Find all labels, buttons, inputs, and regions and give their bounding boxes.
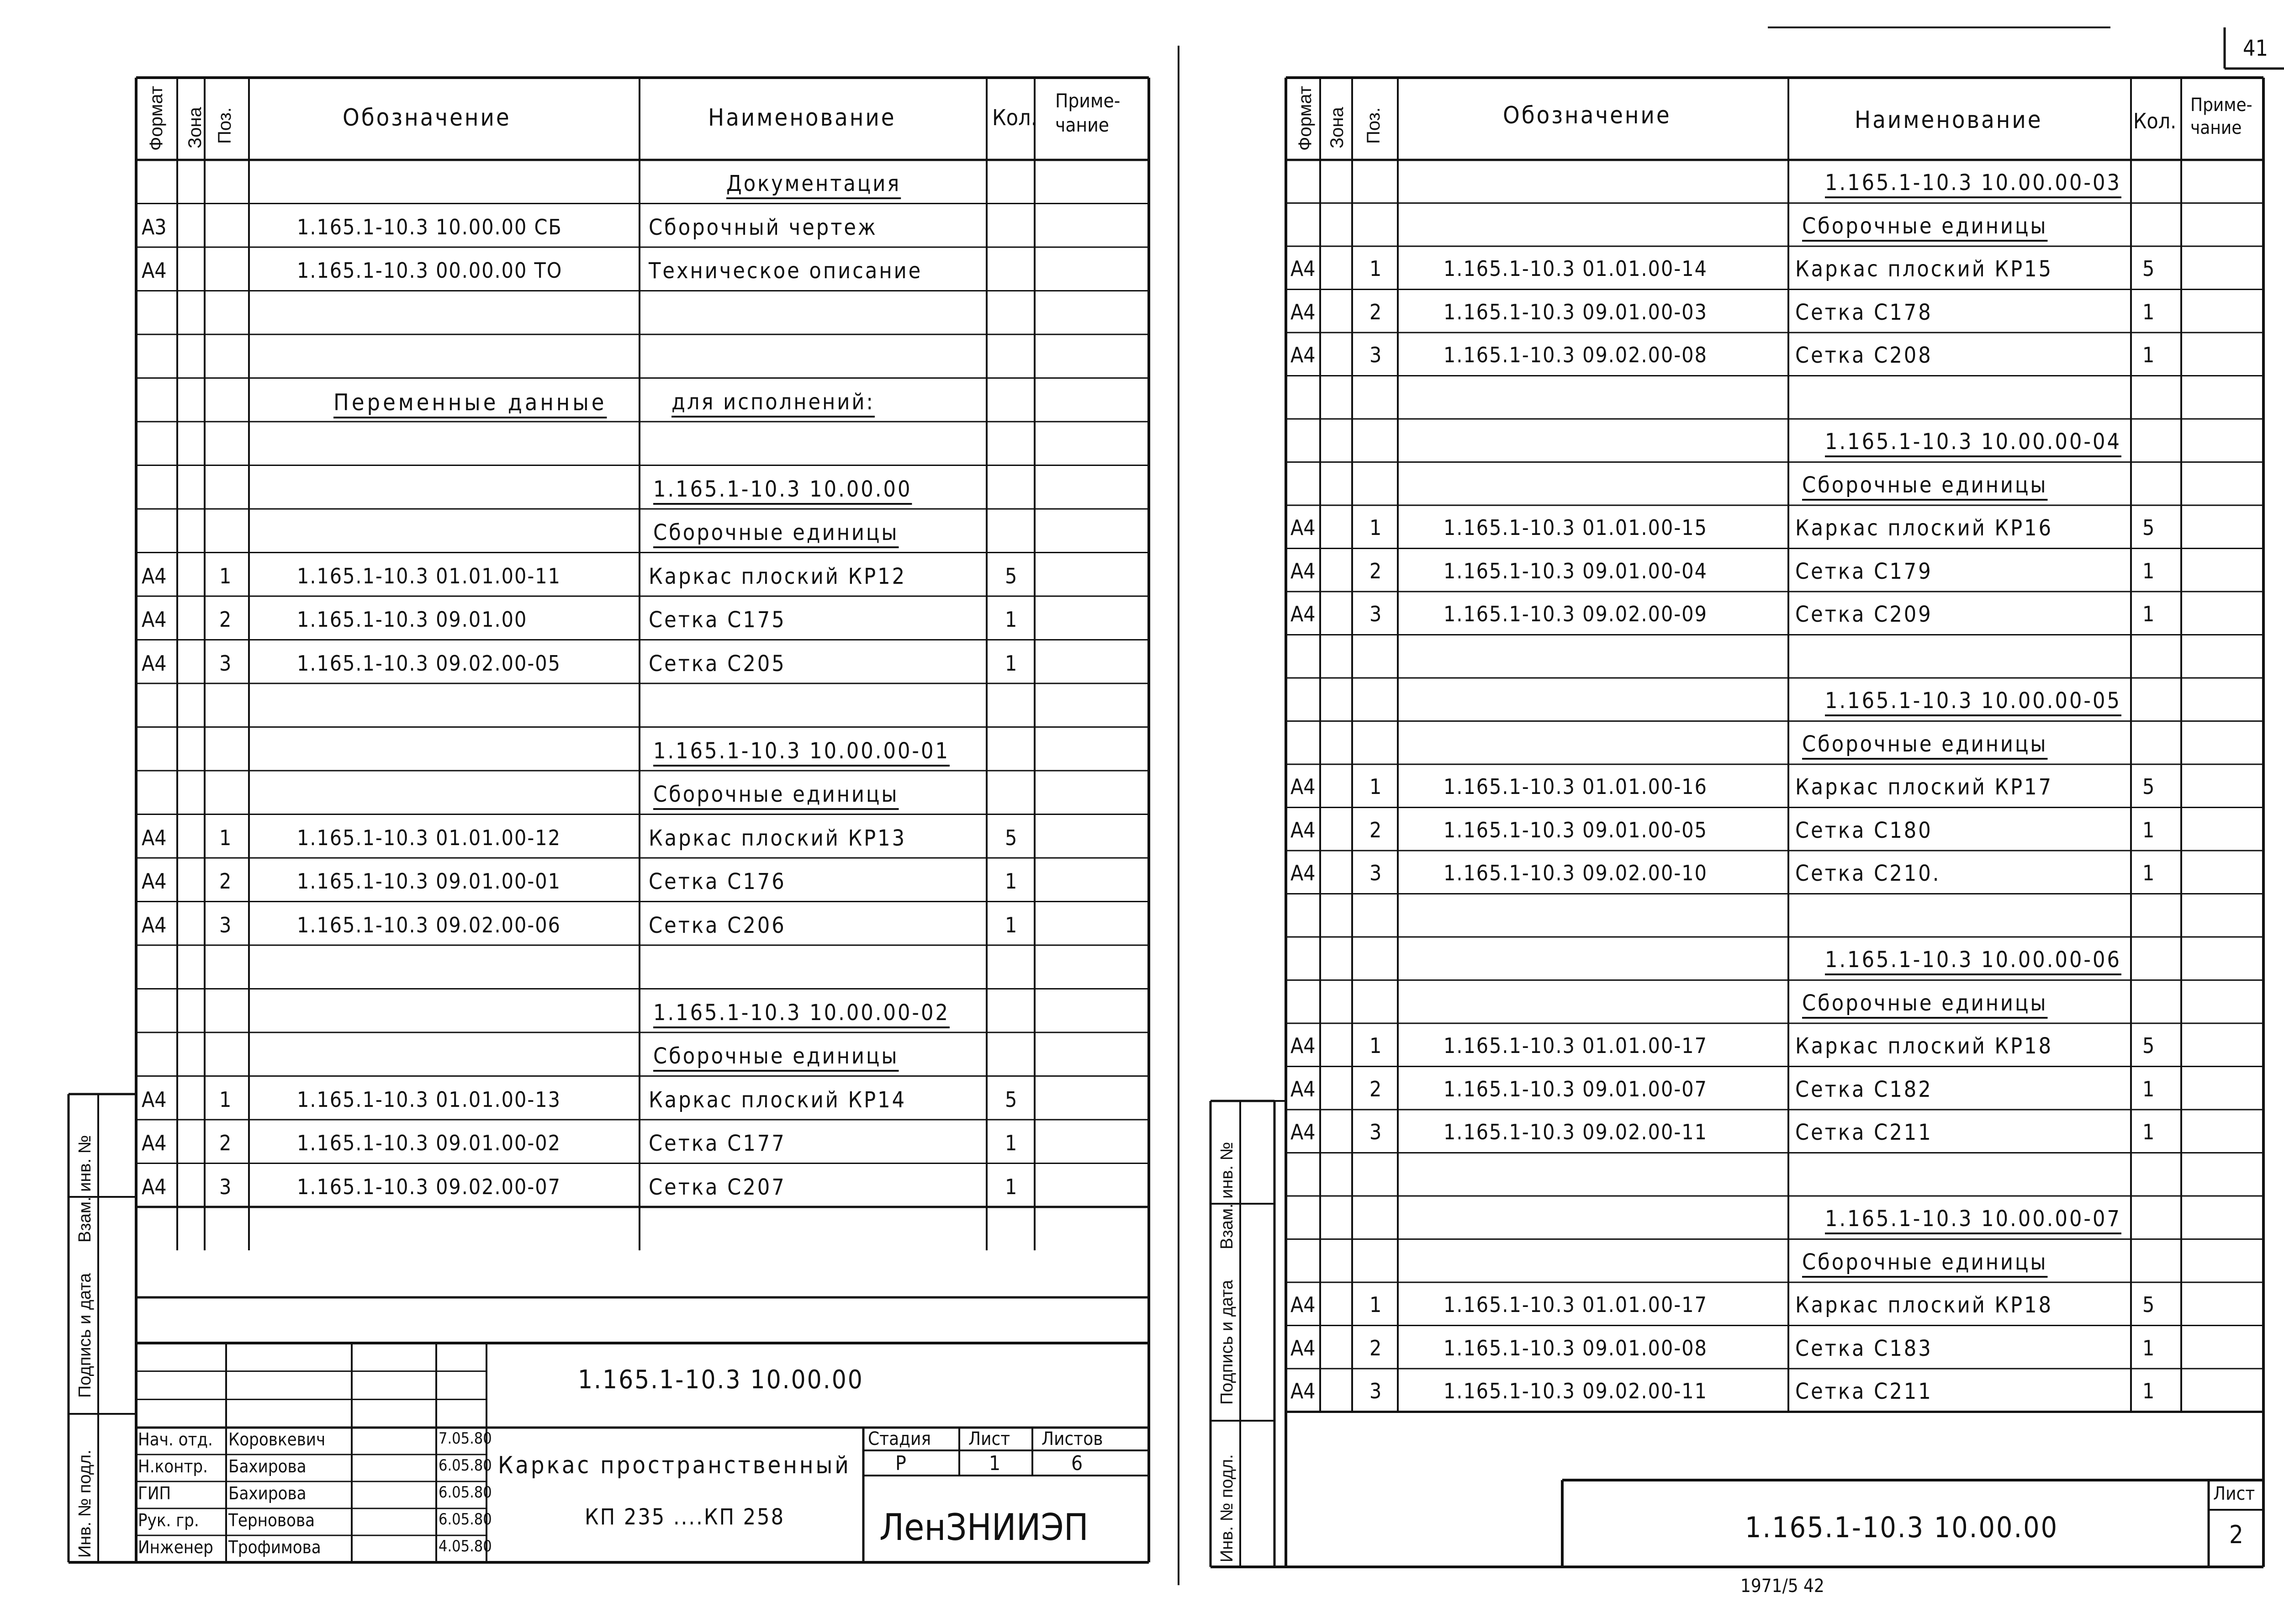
row-qty: 5 <box>2142 1033 2155 1058</box>
row-designation: 1.165.1-10.3 00.00.00 ТО <box>297 258 563 283</box>
header-pos: Поз. <box>215 107 235 144</box>
header-note: Приме- чание <box>1055 90 1121 136</box>
stamp-inv-original-right: Инв. № подл. <box>1217 1454 1237 1562</box>
row-name: Каркас плоский КР12 <box>649 563 907 589</box>
row-qty: 1 <box>1005 651 1017 676</box>
row-pos: 3 <box>1369 343 1382 367</box>
header-designation: Обозначение <box>343 104 511 132</box>
row-name: Каркас плоский КР17 <box>1795 774 2053 800</box>
row-name: Сетка С210. <box>1795 861 1941 886</box>
row-format: А4 <box>1290 1379 1316 1403</box>
row-qty: 1 <box>2142 602 2155 626</box>
row-qty: 1 <box>2142 1076 2155 1101</box>
staff-role: Нач. отд. <box>138 1429 213 1449</box>
section-heading: Сборочные единицы <box>1802 213 2048 239</box>
row-name: Сетка С180 <box>1795 817 1933 843</box>
row-pos: 3 <box>1369 1379 1382 1403</box>
staff-date: 6.05.80 <box>439 1510 492 1529</box>
row-name: Каркас плоский КР18 <box>1795 1033 2053 1059</box>
staff-role: Инженер <box>138 1537 213 1557</box>
org-name: ЛенЗНИИЭП <box>879 1506 1089 1549</box>
section-heading: Сборочные единицы <box>1802 1249 2048 1275</box>
row-qty: 1 <box>2142 343 2155 367</box>
row-designation: 1.165.1-10.3 09.01.00 <box>297 607 528 632</box>
row-designation: 1.165.1-10.3 01.01.00-11 <box>297 563 561 588</box>
staff-name: Бахирова <box>228 1483 307 1503</box>
row-designation: 1.165.1-10.3 01.01.00-16 <box>1443 774 1708 799</box>
row-name: Каркас плоский КР18 <box>1795 1292 2053 1318</box>
row-pos: 2 <box>219 607 232 632</box>
section-heading: Сборочные единицы <box>653 1043 899 1069</box>
row-format: А3 <box>142 214 167 239</box>
staff-date: 6.05.80 <box>439 1456 492 1475</box>
sheet-value: 1 <box>989 1452 1001 1475</box>
row-pos: 3 <box>219 1174 232 1199</box>
row-name: Сетка С211 <box>1795 1379 1933 1404</box>
row-name: Сетка С179 <box>1795 558 1933 584</box>
row-name: Сетка С207 <box>649 1174 786 1200</box>
row-designation: 1.165.1-10.3 10.00.00 СБ <box>297 214 562 239</box>
row-format: А4 <box>1290 256 1316 281</box>
row-pos: 2 <box>1369 558 1382 583</box>
row-pos: 1 <box>219 563 232 588</box>
row-name: Сетка С182 <box>1795 1076 1933 1102</box>
row-designation: 1.165.1-10.3 09.02.00-07 <box>297 1174 561 1199</box>
sheet-label: Лист <box>968 1428 1010 1449</box>
row-pos: 2 <box>1369 1076 1382 1101</box>
stage-label: Стадия <box>868 1428 931 1449</box>
row-name: Каркас плоский КР15 <box>1795 256 2053 282</box>
row-qty: 1 <box>1005 1131 1017 1155</box>
row-format: А4 <box>1290 299 1316 324</box>
staff-name: Бахирова <box>228 1456 307 1476</box>
row-format: А4 <box>142 1087 167 1112</box>
sheet-value-right: 2 <box>2229 1520 2243 1549</box>
row-qty: 1 <box>2142 299 2155 324</box>
row-name: Техническое описание <box>649 258 923 284</box>
stamp-replacement-inv: Взам. инв. № <box>75 1135 95 1243</box>
stamp-signature-date-right: Подпись и дата <box>1217 1280 1237 1405</box>
row-name: Сетка С183 <box>1795 1335 1933 1361</box>
row-format: А4 <box>1290 558 1316 583</box>
row-pos: 3 <box>219 912 232 937</box>
staff-date: 6.05.80 <box>439 1483 492 1502</box>
row-qty: 1 <box>1005 912 1017 937</box>
row-designation: 1.165.1-10.3 01.01.00-13 <box>297 1087 561 1112</box>
header-designation-right: Обозначение <box>1503 102 1671 129</box>
row-name: Сетка С175 <box>649 607 786 633</box>
row-name: Каркас плоский КР13 <box>649 825 907 851</box>
row-designation: 1.165.1-10.3 09.02.00-10 <box>1443 861 1708 885</box>
row-designation: 1.165.1-10.3 01.01.00-12 <box>297 825 561 850</box>
row-pos: 1 <box>1369 1292 1382 1317</box>
row-name: Сетка С178 <box>1795 299 1933 325</box>
row-name: Сетка С209 <box>1795 602 1933 627</box>
staff-name: Терновова <box>228 1510 315 1530</box>
row-qty: 1 <box>2142 817 2155 842</box>
section-title-left: Переменные данные <box>333 389 607 416</box>
row-qty: 5 <box>1005 563 1017 588</box>
row-qty: 1 <box>2142 1335 2155 1360</box>
row-pos: 2 <box>1369 299 1382 324</box>
row-format: А4 <box>142 258 167 283</box>
title-product: Каркас пространственный <box>498 1452 851 1479</box>
staff-role: Н.контр. <box>138 1456 208 1476</box>
row-format: А4 <box>1290 1292 1316 1317</box>
row-format: А4 <box>142 912 167 937</box>
row-qty: 1 <box>1005 869 1017 894</box>
header-zone: Зона <box>185 107 205 148</box>
page-number: 41 <box>2243 36 2268 61</box>
row-designation: 1.165.1-10.3 09.01.00-05 <box>1443 817 1708 842</box>
row-format: А4 <box>142 651 167 676</box>
section-heading: Сборочные единицы <box>1802 472 2048 498</box>
sheets-value: 6 <box>1071 1452 1083 1475</box>
header-zone-right: Зона <box>1327 107 1347 148</box>
row-name: Каркас плоский КР16 <box>1795 515 2053 541</box>
header-format-right: Формат <box>1295 85 1315 151</box>
section-heading: 1.165.1-10.3 10.00.00-02 <box>653 1000 950 1026</box>
row-pos: 3 <box>1369 861 1382 885</box>
title-code: 1.165.1-10.3 10.00.00 <box>578 1365 864 1395</box>
row-format: А4 <box>1290 817 1316 842</box>
row-pos: 1 <box>219 1087 232 1112</box>
row-pos: 3 <box>1369 602 1382 626</box>
row-designation: 1.165.1-10.3 01.01.00-17 <box>1443 1292 1708 1317</box>
stamp-signature-date: Подпись и дата <box>75 1273 95 1398</box>
row-name: Сетка С206 <box>649 912 786 938</box>
row-pos: 3 <box>1369 1120 1382 1144</box>
staff-role: ГИП <box>138 1483 171 1503</box>
staff-name: Коровкевич <box>228 1429 326 1449</box>
row-format: А4 <box>142 869 167 894</box>
section-heading: 1.165.1-10.3 10.00.00-04 <box>1825 429 2121 455</box>
section-heading: 1.165.1-10.3 10.00.00-06 <box>1825 947 2121 973</box>
row-pos: 3 <box>219 651 232 676</box>
section-heading: 1.165.1-10.3 10.00.00-07 <box>1825 1206 2121 1232</box>
stamp-inv-original: Инв. № подл. <box>75 1449 95 1558</box>
row-qty: 5 <box>1005 825 1017 850</box>
staff-role: Рук. гр. <box>138 1510 199 1530</box>
row-designation: 1.165.1-10.3 09.01.00-04 <box>1443 558 1708 583</box>
row-format: А4 <box>1290 602 1316 626</box>
row-format: А4 <box>1290 861 1316 885</box>
section-heading: для исполнений: <box>671 389 875 415</box>
row-designation: 1.165.1-10.3 09.02.00-11 <box>1443 1379 1708 1403</box>
row-pos: 1 <box>1369 256 1382 281</box>
staff-date: 7.05.80 <box>439 1429 492 1448</box>
row-designation: 1.165.1-10.3 09.02.00-06 <box>297 912 561 937</box>
row-pos: 2 <box>219 1131 232 1155</box>
row-name: Сетка С177 <box>649 1131 786 1156</box>
row-format: А4 <box>142 1131 167 1155</box>
row-designation: 1.165.1-10.3 09.01.00-03 <box>1443 299 1708 324</box>
stage-value: Р <box>895 1452 906 1475</box>
row-pos: 1 <box>219 825 232 850</box>
staff-date: 4.05.80 <box>439 1537 492 1555</box>
row-qty: 1 <box>1005 607 1017 632</box>
row-format: А4 <box>1290 1120 1316 1144</box>
row-format: А4 <box>1290 774 1316 799</box>
section-heading: Документация <box>726 171 901 196</box>
sheet-label-right: Лист <box>2213 1483 2255 1504</box>
row-pos: 2 <box>1369 1335 1382 1360</box>
header-qty: Кол. <box>992 105 1037 131</box>
row-name: Сборочный чертеж <box>649 214 878 240</box>
row-qty: 5 <box>2142 1292 2155 1317</box>
row-format: А4 <box>1290 343 1316 367</box>
row-qty: 1 <box>2142 1379 2155 1403</box>
section-heading: 1.165.1-10.3 10.00.00 <box>653 476 912 502</box>
section-heading: 1.165.1-10.3 10.00.00-03 <box>1825 170 2121 196</box>
row-pos: 2 <box>1369 817 1382 842</box>
row-name: Сетка С208 <box>1795 343 1933 368</box>
row-pos: 1 <box>1369 515 1382 540</box>
staff-name: Трофимова <box>228 1537 321 1557</box>
row-name: Каркас плоский КР14 <box>649 1087 907 1113</box>
sheets-label: Листов <box>1042 1428 1103 1449</box>
row-format: А4 <box>142 825 167 850</box>
row-format: А4 <box>142 607 167 632</box>
row-pos: 1 <box>1369 1033 1382 1058</box>
stamp-replacement-inv-right: Взам. инв. № <box>1217 1142 1237 1249</box>
section-heading: Сборочные единицы <box>1802 731 2048 757</box>
section-heading: 1.165.1-10.3 10.00.00-05 <box>1825 688 2121 714</box>
section-heading: 1.165.1-10.3 10.00.00-01 <box>653 738 950 764</box>
row-qty: 1 <box>2142 861 2155 885</box>
row-qty: 5 <box>2142 256 2155 281</box>
header-note-right: Приме- чание <box>2190 95 2252 138</box>
row-format: А4 <box>1290 1033 1316 1058</box>
row-format: А4 <box>142 563 167 588</box>
row-designation: 1.165.1-10.3 09.01.00-02 <box>297 1131 561 1155</box>
section-heading: Сборочные единицы <box>1802 990 2048 1016</box>
bottom-mark: 1971/5 42 <box>1740 1576 1824 1597</box>
row-designation: 1.165.1-10.3 09.01.00-08 <box>1443 1335 1708 1360</box>
row-format: А4 <box>1290 1335 1316 1360</box>
row-format: А4 <box>1290 515 1316 540</box>
title-code-right: 1.165.1-10.3 10.00.00 <box>1745 1511 2059 1544</box>
header-qty-right: Кол. <box>2133 109 2177 133</box>
row-designation: 1.165.1-10.3 09.01.00-01 <box>297 869 561 894</box>
title-product-range: КП 235 ....КП 258 <box>585 1504 785 1530</box>
row-qty: 5 <box>1005 1087 1017 1112</box>
row-designation: 1.165.1-10.3 09.02.00-05 <box>297 651 561 676</box>
row-qty: 1 <box>1005 1174 1017 1199</box>
row-designation: 1.165.1-10.3 09.02.00-11 <box>1443 1120 1708 1144</box>
row-designation: 1.165.1-10.3 09.02.00-08 <box>1443 343 1708 367</box>
header-format: Формат <box>146 85 166 151</box>
row-qty: 1 <box>2142 558 2155 583</box>
section-heading: Сборочные единицы <box>653 520 899 545</box>
row-designation: 1.165.1-10.3 01.01.00-17 <box>1443 1033 1708 1058</box>
row-designation: 1.165.1-10.3 09.01.00-07 <box>1443 1076 1708 1101</box>
row-designation: 1.165.1-10.3 01.01.00-14 <box>1443 256 1708 281</box>
header-name-right: Наименование <box>1855 106 2043 134</box>
row-pos: 2 <box>219 869 232 894</box>
row-format: А4 <box>1290 1076 1316 1101</box>
row-name: Сетка С205 <box>649 651 786 677</box>
row-designation: 1.165.1-10.3 09.02.00-09 <box>1443 602 1708 626</box>
row-qty: 5 <box>2142 774 2155 799</box>
row-qty: 5 <box>2142 515 2155 540</box>
row-qty: 1 <box>2142 1120 2155 1144</box>
row-designation: 1.165.1-10.3 01.01.00-15 <box>1443 515 1708 540</box>
row-name: Сетка С211 <box>1795 1120 1933 1145</box>
row-pos: 1 <box>1369 774 1382 799</box>
row-format: А4 <box>142 1174 167 1199</box>
header-name: Наименование <box>708 104 896 132</box>
row-name: Сетка С176 <box>649 869 786 894</box>
section-heading: Сборочные единицы <box>653 782 899 807</box>
header-pos-right: Поз. <box>1364 107 1384 144</box>
